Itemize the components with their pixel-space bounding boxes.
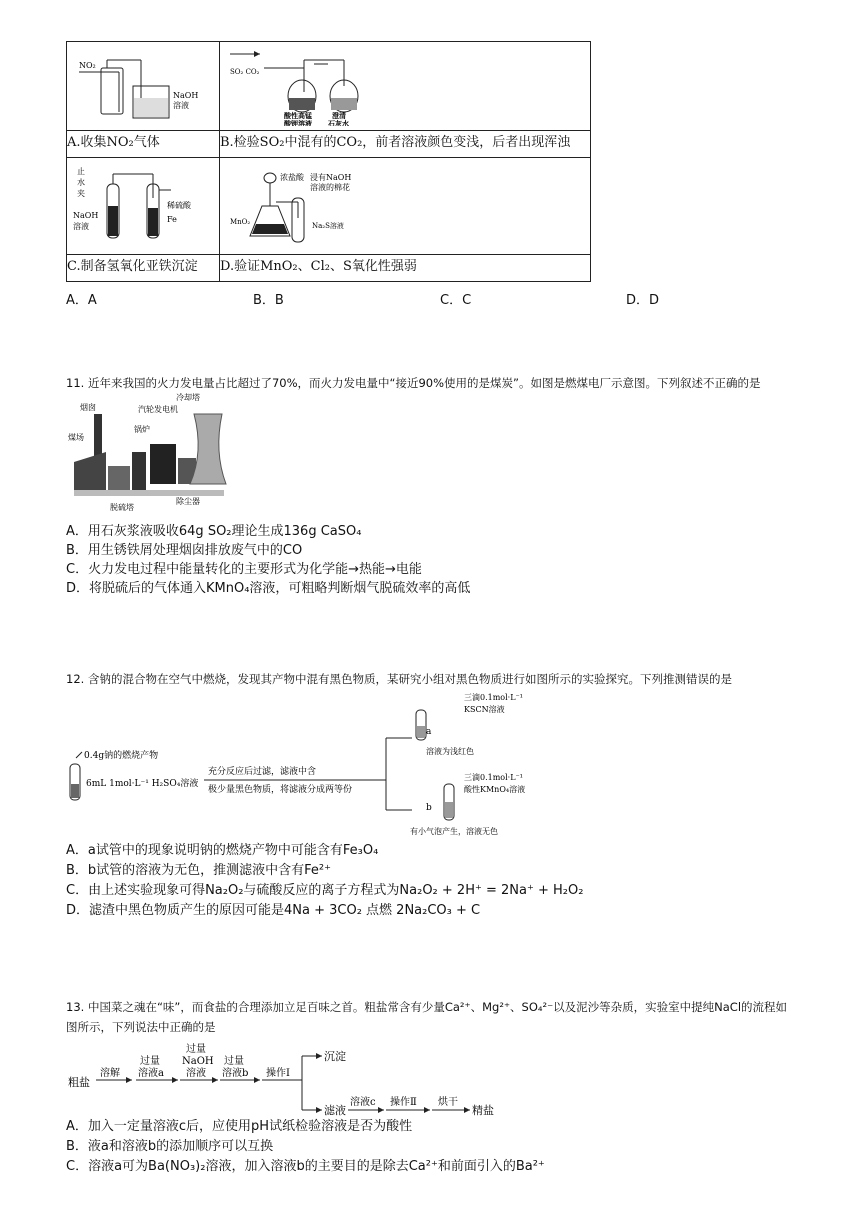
q13-option-b[interactable]: B．液a和溶液b的添加顺序可以互换	[66, 1139, 274, 1154]
q13-flow-step2b: 溶液a	[138, 1068, 164, 1079]
figure-c-cell	[67, 158, 220, 255]
q11-option-c[interactable]: C．火力发电过程中能量转化的主要形式为化学能→热能→电能	[66, 562, 422, 577]
q13-flow-end: 精盐	[472, 1104, 494, 1117]
q12-arrow-bottom-label: 极少量黑色物质，将滤液分成两等份	[208, 785, 353, 795]
q13-option-a[interactable]: A．加入一定量溶液c后，应使用pH试纸检验溶液是否为酸性	[66, 1119, 413, 1134]
q12-b-reagent1: 三滴0.1mol·L⁻¹	[464, 773, 523, 782]
q12-option-b[interactable]: B．b试管的溶液为无色，推测滤液中含有Fe²⁺	[66, 863, 332, 878]
q11-desulf-label: 脱硫塔	[110, 503, 134, 512]
q13-flow-step2a: 过量	[140, 1056, 160, 1067]
q13-flow-start: 粗盐	[68, 1076, 90, 1089]
q10-option-d[interactable]: D．D	[626, 293, 660, 308]
q12-experiment-figure	[66, 688, 566, 838]
q13-flowchart	[66, 1038, 536, 1118]
figure-b-cell	[220, 42, 591, 131]
q13-flow-step3b: NaOH	[182, 1056, 214, 1067]
figure-b-gas-label: SO₂ CO₂	[230, 68, 260, 76]
figure-d-acid-label: 浓盐酸	[280, 173, 304, 182]
q12-b-reagent2: 酸性KMnO₄溶液	[464, 785, 526, 794]
q11-boiler-label: 锅炉	[134, 425, 150, 434]
q10-option-c[interactable]: C．C	[440, 293, 472, 308]
q12-option-d[interactable]: D．滤渣中黑色物质产生的原因可能是4Na + 3CO₂ 点燃 2Na₂CO₃ + C	[66, 903, 481, 918]
q13-stem-line1: 13. 中国菜之魂在“味”，而食盐的合理添加立足百味之首。粗盐常含有少量Ca²⁺、Mg²⁺、SO₄²⁻以及泥沙等杂质，实验室中提纯NaCl的流程如	[66, 1000, 788, 1014]
caption-a: A.收集NO₂气体	[67, 131, 220, 158]
q12-option-a[interactable]: A．a试管中的现象说明钠的燃烧产物中可能含有Fe₃O₄	[66, 843, 379, 858]
caption-c: C.制备氢氧化亚铁沉淀	[67, 255, 220, 282]
figure-d	[220, 158, 590, 250]
figure-c-label5: 溶液	[73, 222, 89, 231]
q12-acid-label: 6mL 1mol·L⁻¹ H₂SO₄溶液	[86, 779, 199, 789]
q12-a-reagent1: 三滴0.1mol·L⁻¹	[464, 693, 523, 702]
q13-flow-step4a: 过量	[224, 1056, 244, 1067]
q13-flow-step3a: 过量	[186, 1044, 206, 1055]
q13-flow-filtrate: 滤液	[324, 1104, 346, 1117]
figure-d-cotton2-label: 溶液的棉花	[310, 183, 350, 192]
q12-option-c[interactable]: C．由上述实验现象可得Na₂O₂与硫酸反应的离子方程式为Na₂O₂ + 2H⁺ = 2Na⁺ + H₂O₂	[66, 883, 584, 898]
q12-arrow-top-label: 充分反应后过滤，滤液中含	[208, 767, 317, 777]
q13-flow-step4b: 溶液b	[222, 1068, 249, 1079]
q12-a-result: 溶液为浅红色	[426, 747, 474, 756]
q11-option-a[interactable]: A．用石灰浆液吸收64g SO₂理论生成136g CaSO₄	[66, 524, 362, 539]
figure-b-label4: 石灰水	[328, 119, 349, 126]
figure-b-label1: 酸性高锰	[284, 111, 312, 120]
figure-a-gas-label: NO₂	[79, 61, 96, 70]
q10-option-a[interactable]: A．A	[66, 293, 97, 308]
figure-d-cotton1-label: 浸有NaOH	[310, 173, 352, 182]
figure-c-right1: 稀硫酸	[167, 201, 191, 210]
q13-flow-step8: 烘干	[438, 1097, 458, 1108]
figure-a-solution-label: NaOH	[173, 91, 199, 100]
q12-stem: 12. 含钠的混合物在空气中燃烧，发现其产物中混有黑色物质，某研究小组对黑色物质进行如图所示的实验探究。下列推测错误的是	[66, 672, 732, 686]
experiment-table	[66, 41, 591, 282]
q11-tower-label: 冷却塔	[176, 393, 200, 402]
q11-option-d[interactable]: D．将脱硫后的气体通入KMnO₄溶液，可粗略判断烟气脱硫效率的高低	[66, 581, 471, 596]
q13-flow-step7: 操作Ⅱ	[390, 1097, 417, 1108]
figure-d-mno2-label: MnO₂	[230, 218, 251, 226]
q13-stem-line2: 图所示，下列说法中正确的是	[66, 1020, 216, 1034]
figure-b-label2: 澄清	[332, 111, 346, 120]
figure-c	[67, 158, 219, 250]
figure-c-right2: Fe	[167, 215, 177, 224]
q13-option-c[interactable]: C．溶液a可为Ba(NO₃)₂溶液，加入溶液b的主要目的是除去Ca²⁺和前面引入的Ba²⁺	[66, 1159, 545, 1174]
figure-b-label3: 酸钾溶液	[284, 119, 312, 126]
q12-a-label: a	[426, 727, 432, 737]
figure-a-solution2-label: 溶液	[173, 101, 189, 110]
q13-flow-step6: 溶液c	[350, 1097, 376, 1108]
figure-c-label4: NaOH	[73, 211, 99, 220]
q11-turbine-label: 汽轮发电机	[138, 405, 178, 414]
q12-b-result: 有小气泡产生，溶液无色	[410, 827, 498, 836]
figure-b	[220, 42, 590, 126]
q10-option-b[interactable]: B．B	[253, 293, 284, 308]
caption-d: D.验证MnO₂、Cl₂、S氧化性强弱	[220, 255, 591, 282]
q12-a-reagent2: KSCN溶液	[464, 705, 505, 714]
figure-a-cell	[67, 42, 220, 131]
figure-c-label2: 水	[77, 178, 85, 187]
figure-a	[67, 42, 219, 126]
q11-stem: 11. 近年来我国的火力发电量占比超过了70%，而火力发电量中“接近90%使用的是煤炭”。如图是燃煤电厂示意图。下列叙述不正确的是	[66, 376, 761, 390]
q13-flow-step5: 操作Ⅰ	[266, 1068, 290, 1079]
q12-sample-label: 0.4g钠的燃烧产物	[84, 751, 159, 761]
q11-dust-label: 除尘器	[176, 497, 200, 506]
q13-flow-precipitate: 沉淀	[324, 1050, 346, 1063]
figure-d-na2s-label: Na₂S溶液	[312, 222, 344, 230]
q13-flow-step1: 溶解	[100, 1068, 120, 1079]
q11-smoke-label: 烟囱	[80, 403, 96, 412]
figure-c-label3: 夹	[77, 189, 85, 198]
caption-b: B.检验SO₂中混有的CO₂，前者溶液颜色变浅，后者出现浑浊	[220, 131, 591, 158]
figure-d-cell	[220, 158, 591, 255]
figure-c-label1: 止	[77, 167, 85, 176]
q13-flow-step3c: 溶液	[186, 1068, 206, 1079]
q11-option-b[interactable]: B．用生锈铁屑处理烟囱排放废气中的CO	[66, 543, 303, 558]
q11-power-plant-figure	[66, 392, 236, 512]
q12-b-label: b	[426, 803, 432, 813]
q11-coal-label: 煤场	[68, 433, 84, 442]
